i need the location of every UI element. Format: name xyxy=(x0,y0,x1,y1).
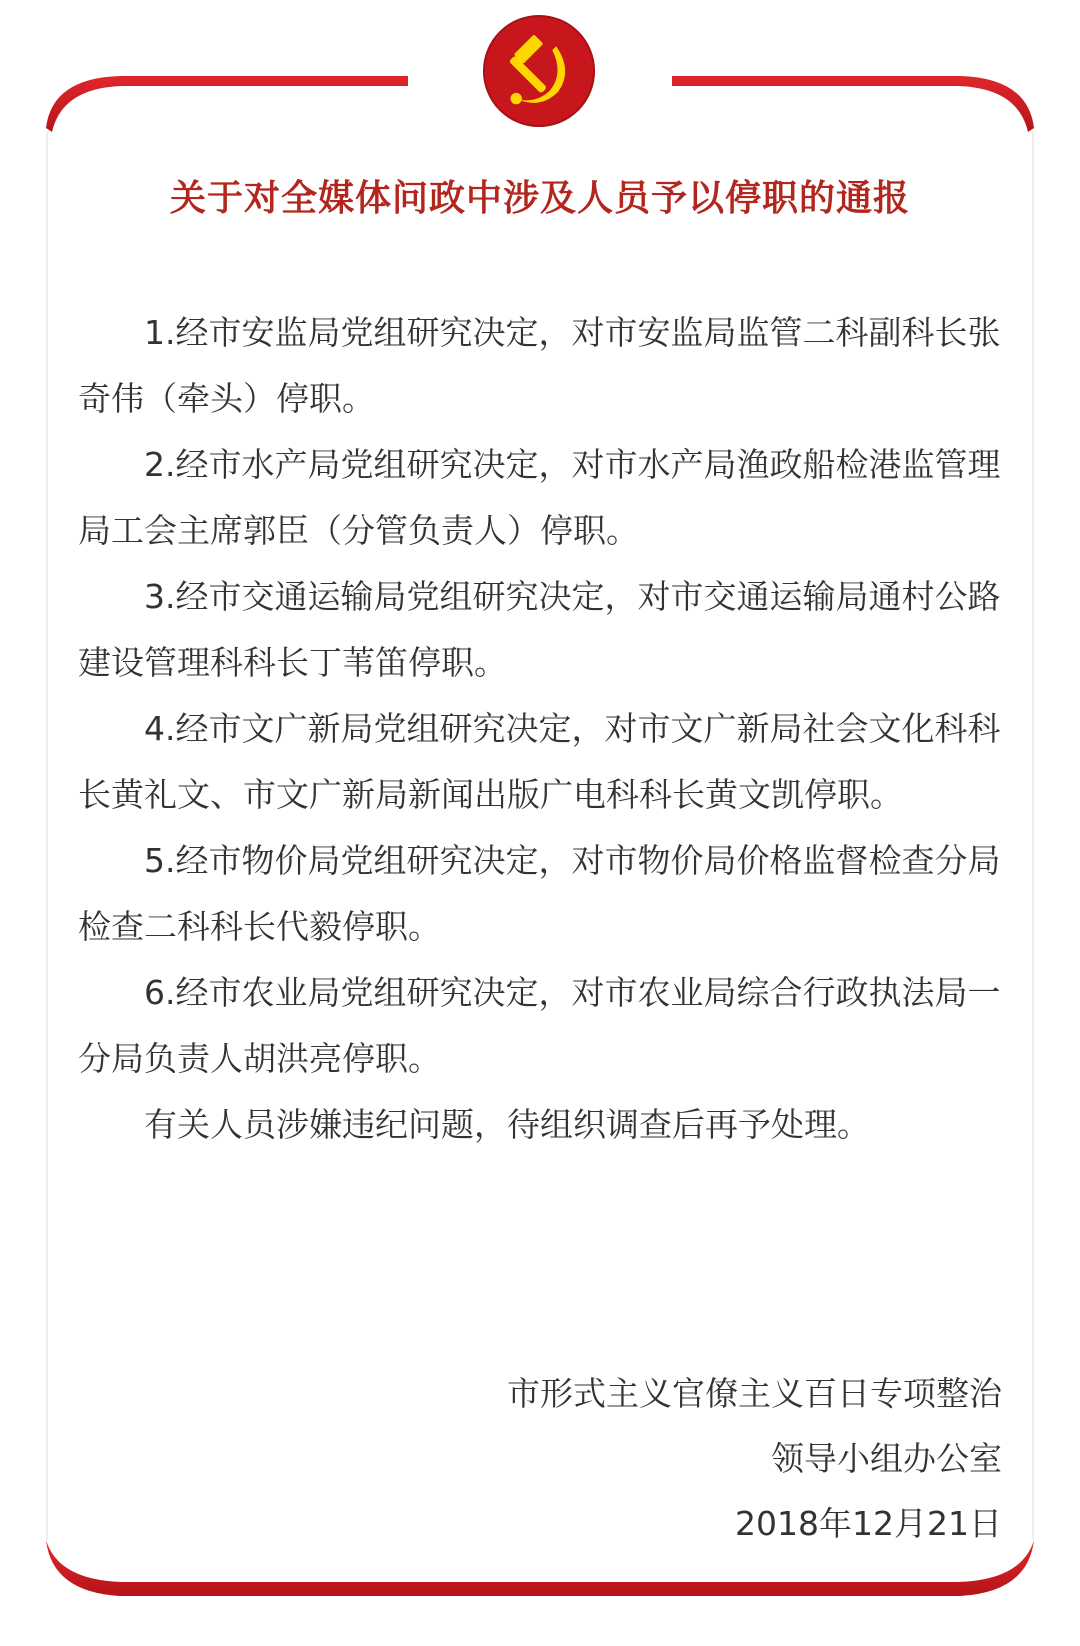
party-emblem-icon xyxy=(482,14,596,128)
closing-statement: 有关人员涉嫌违纪问题，待组织调查后再予处理。 xyxy=(144,1105,870,1144)
frame-top-left-band xyxy=(46,76,408,132)
signature-date: 2018年12月21日 xyxy=(735,1504,1002,1543)
list-item: 5.经市物价局党组研究决定，对市物价局价格监督检查分局检查二科科长代毅停职。 xyxy=(78,841,1001,946)
list-item: 3.经市交通运输局党组研究决定，对市交通运输局通村公路建设管理科科长丁苇笛停职。 xyxy=(78,577,1001,682)
page-title: 关于对全媒体问政中涉及人员予以停职的通报 xyxy=(169,178,910,219)
document-body xyxy=(78,300,1003,1158)
list-item: 4.经市文广新局党组研究决定，对市文广新局社会文化科科长黄礼文、市文广新局新闻出版广电科科长黄文凯停职。 xyxy=(78,709,1001,814)
list-item: 1.经市安监局党组研究决定，对市安监局监管二科副科长张奇伟（牵头）停职。 xyxy=(78,313,1001,418)
signature-block xyxy=(302,1361,1002,1556)
list-item: 6.经市农业局党组研究决定，对市农业局综合行政执法局一分局负责人胡洪亮停职。 xyxy=(78,973,1001,1078)
signature-org-line2: 领导小组办公室 xyxy=(771,1439,1002,1478)
frame-top-right-band xyxy=(672,76,1034,132)
signature-org-line1: 市形式主义官僚主义百日专项整治 xyxy=(507,1374,1002,1413)
list-item: 2.经市水产局党组研究决定，对市水产局渔政船检港监管理局工会主席郭臣（分管负责人）停职。 xyxy=(78,445,1001,550)
